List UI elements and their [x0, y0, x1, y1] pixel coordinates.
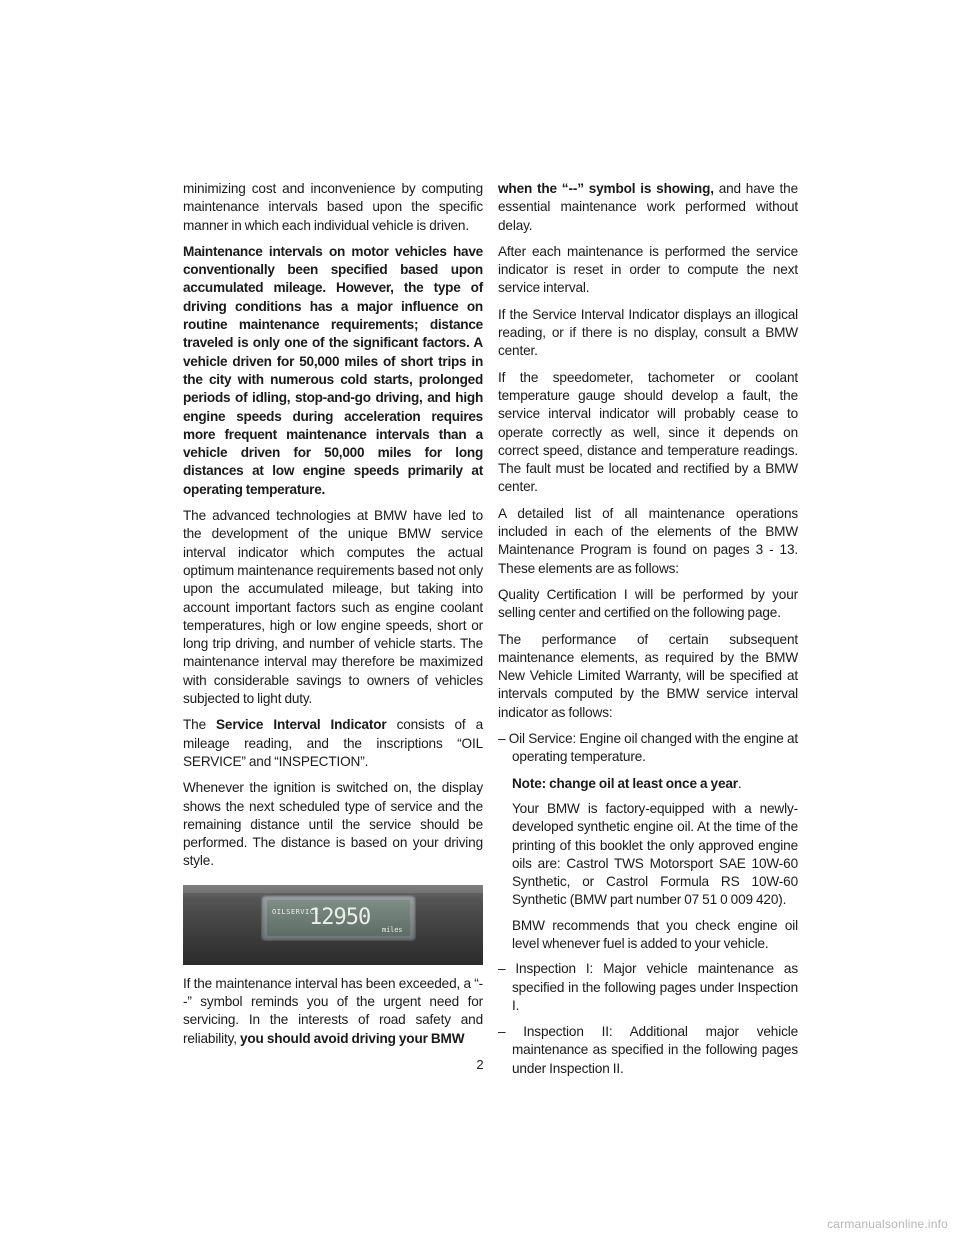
- paragraph-maintenance-intervals: Maintenance intervals on motor vehicles have conventionally been specified based upon accumulated mileage. However, the type of driving conditions has a major influence on routine maintenance requirements; distance traveled is only one of the significant factors. A vehicle driven for 50,000 miles of short trips in the city with numerous cold starts, prolonged periods of idling, stop-and-go driving, and high engine speeds during acceleration requires more frequent maintenance intervals than a vehicle driven for 50,000 miles for long distances at low engine speeds primarily at operating temperature.: [183, 243, 483, 497]
- oil-specification: Your BMW is factory-equipped with a newly-developed synthetic engine oil. At the time of the printing of this booklet the only approved engine oils are: Castrol TWS Motorsport SAE 10W-60 Synthetic, or Castrol Formula RS 10W-60 Synthetic (BMW part number 07 51 0 009 420).: [512, 800, 798, 908]
- page-number: 2: [476, 1057, 484, 1072]
- term-service-interval-indicator: Service Interval Indicator: [216, 717, 387, 733]
- oil-check-recommendation: BMW recommends that you check engine oil level whenever fuel is added to your vehicle.: [512, 917, 798, 951]
- paragraph-quality-certification: Quality Certification I will be performed by your selling center and certified on the following page.: [498, 586, 798, 621]
- paragraph-gauge-fault: If the speedometer, tachometer or coolant temperature gauge should develop a fault, the service interval indicator will probably cease to operate correctly as well, since it depends on correct speed, distance and temperature readings. The fault must be located and rectified by a BMW center.: [498, 369, 798, 495]
- paragraph-advanced-technologies: The advanced technologies at BMW have led to the development of the unique BMW service interval indicator which computes the actual optimum maintenance requirements based not only upon the accumulated mileage, but taking into account important factors such as engine coolant temperatures, high or low engine speeds, short or long trip driving, and number of vehicle starts. The maintenance interval may therefore be maximized with considerable savings to owners of vehicles subjected to light duty.: [183, 508, 483, 707]
- watermark: carmanualsonline.info: [827, 1217, 948, 1231]
- paragraph-service-interval-indicator: The Service Interval Indicator consists of a mileage reading, and the inscriptions “OIL SERVICE” and “INSPECTION”.: [183, 717, 483, 769]
- paragraph-intro: minimizing cost and inconvenience by computing maintenance intervals based upon the specific manner in which each individual vehicle is driven.: [183, 181, 483, 233]
- paragraph-interval-exceeded: If the maintenance interval has been exceeded, a “--” symbol reminds you of the urgent need for servicing. In the interests of road safety and reliability, you should avoid driving your BMW: [183, 975, 483, 1046]
- paragraph-ignition-display: Whenever the ignition is switched on, the display shows the next scheduled type of service and the remaining distance until the service should be performed. The distance is based on your driving style.: [183, 780, 483, 869]
- list-item-oil-service: – Oil Service: Engine oil changed with the engine at operating temperature.: [498, 731, 798, 765]
- service-indicator-photo: [183, 885, 483, 965]
- instrument-display-bezel: [261, 895, 416, 941]
- display-unit: miles: [382, 925, 403, 934]
- paragraph-symbol-showing: when the “--” symbol is showing, and have the essential maintenance work performed without delay.: [498, 181, 798, 233]
- right-column: [498, 180, 798, 1086]
- list-item-inspection-1: – Inspection I: Major vehicle maintenance as specified in the following pages under Inspection I.: [498, 961, 798, 1013]
- display-mileage-reading: 12950: [309, 904, 371, 930]
- paragraph-illogical-reading: If the Service Interval Indicator displays an illogical reading, or if there is no display, consult a BMW center.: [498, 306, 798, 359]
- oil-change-note: Note: change oil at least once a year.: [512, 775, 742, 791]
- oil-service-details: [498, 775, 798, 954]
- lcd-display: [267, 900, 410, 936]
- display-service-label: OILSERVICE: [272, 907, 320, 916]
- paragraph-reset: After each maintenance is performed the service indicator is reset in order to compute the next service interval.: [498, 243, 798, 296]
- paragraph-detailed-list: A detailed list of all maintenance operations included in each of the elements of the BMW Maintenance Program is found on pages 3 - 13. These elements are as follows:: [498, 505, 798, 576]
- left-column: [183, 180, 483, 1056]
- paragraph-subsequent-elements: The performance of certain subsequent maintenance elements, as required by the BMW New Vehicle Limited Warranty, will be specified at intervals computed by the BMW service interval indicator as follows:: [498, 631, 798, 720]
- list-item-inspection-2: – Inspection II: Additional major vehicle maintenance as specified in the following pages under Inspection II.: [498, 1024, 798, 1076]
